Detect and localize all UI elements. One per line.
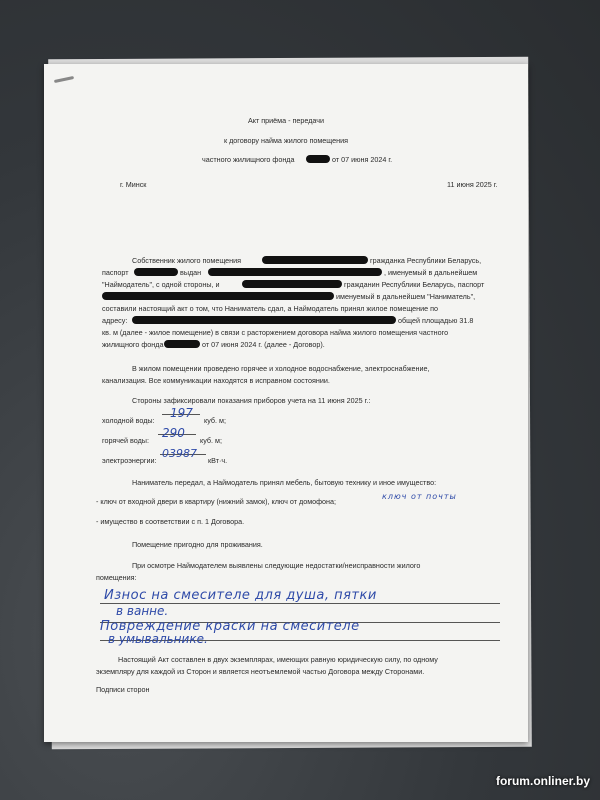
p7-line: Настоящий Акт составлен в двух экземплярах, имеющих равную юридическую силу, по одному bbox=[118, 655, 438, 664]
hot-water-label: горячей воды: bbox=[102, 436, 149, 445]
p3-line: Стороны зафиксировали показания приборов учета на 11 июня 2025 г.: bbox=[132, 396, 371, 405]
handwritten-defect: в умывальнике. bbox=[108, 632, 208, 646]
handwritten-defect: Повреждение краски на смесителе bbox=[100, 619, 360, 634]
electricity-value: 03987 bbox=[162, 447, 197, 460]
redaction bbox=[134, 268, 178, 276]
doc-title: Акт приёма - передачи bbox=[247, 116, 325, 125]
p1-line: общей площадью 31.8 bbox=[398, 316, 474, 325]
p4-item: - имущество в соответствии с п. 1 Договора. bbox=[96, 517, 245, 526]
hot-water-unit: куб. м; bbox=[200, 436, 222, 445]
signatures-label: Подписи сторон bbox=[96, 685, 150, 694]
p1-line: от 07 июня 2024 г. (далее - Договор). bbox=[202, 340, 325, 349]
electricity-unit: кВт·ч. bbox=[208, 456, 228, 465]
redaction bbox=[102, 292, 334, 300]
p1-line: составили настоящий акт о том, что Наниматель сдал, а Наймодатель принял жилое помещение по bbox=[102, 304, 439, 313]
p4-line: Наниматель передал, а Наймодатель принял мебель, бытовую технику и иное имущество: bbox=[132, 478, 437, 487]
p2-line: канализация. Все коммуникации находятся в исправном состоянии. bbox=[102, 376, 330, 385]
p1-line: , именуемый в дальнейшем bbox=[384, 268, 478, 277]
redaction bbox=[164, 340, 200, 348]
redaction bbox=[262, 256, 368, 264]
p1-line: гражданин Республики Беларусь, паспорт bbox=[344, 280, 485, 289]
p7-line: экземпляру для каждой из Сторон и является неотъемлемой частью Договора между Сторонами. bbox=[96, 667, 425, 676]
cold-water-label: холодной воды: bbox=[102, 416, 155, 425]
p1-line: Собственник жилого помещения bbox=[132, 256, 242, 265]
p1-line: кв. м (далее - жилое помещение) в связи с расторжением договора найма жилого помещения частного bbox=[102, 328, 449, 337]
redaction bbox=[132, 316, 396, 324]
date: 11 июня 2025 г. bbox=[447, 180, 498, 189]
cold-water-unit: куб. м; bbox=[204, 416, 226, 425]
p4-item: - ключ от входной двери в квартиру (нижний замок), ключ от домофона; bbox=[96, 497, 337, 506]
p1-line: "Наймодатель", с одной стороны, и bbox=[102, 280, 220, 289]
p6-line: помещения: bbox=[96, 573, 137, 582]
p1-line: адресу: bbox=[102, 316, 128, 325]
redaction bbox=[208, 268, 382, 276]
p1-line: именуемый в дальнейшем "Наниматель", bbox=[336, 292, 476, 301]
p5-line: Помещение пригодно для проживания. bbox=[132, 540, 263, 549]
watermark: forum.onliner.by bbox=[495, 774, 590, 788]
handwritten-note: ключ от почты bbox=[382, 492, 457, 501]
cold-water-value: 197 bbox=[170, 406, 193, 420]
redaction bbox=[242, 280, 342, 288]
city: г. Минск bbox=[120, 180, 147, 189]
handwritten-defect: Износ на смесителе для душа, пятки bbox=[104, 588, 377, 603]
p6-line: При осмотре Наймодателем выявлены следующие недостатки/неисправности жилого bbox=[132, 561, 421, 570]
redaction bbox=[306, 155, 330, 163]
doc-subtitle-b: от 07 июня 2024 г. bbox=[332, 155, 393, 164]
p2-line: В жилом помещении проведено горячее и холодное водоснабжение, электроснабжение, bbox=[132, 364, 430, 373]
p1-line: паспорт bbox=[102, 268, 129, 277]
p1-line: гражданка Республики Беларусь, bbox=[370, 256, 482, 265]
hot-water-value: 290 bbox=[162, 426, 185, 440]
p1-line: выдан bbox=[180, 268, 202, 277]
handwritten-defect: в ванне. bbox=[116, 604, 169, 618]
doc-subtitle: к договору найма жилого помещения bbox=[223, 136, 349, 145]
electricity-label: электроэнергии: bbox=[102, 456, 157, 465]
doc-subtitle-a: частного жилищного фонда bbox=[202, 155, 295, 164]
p1-line: жилищного фонда bbox=[102, 340, 164, 349]
